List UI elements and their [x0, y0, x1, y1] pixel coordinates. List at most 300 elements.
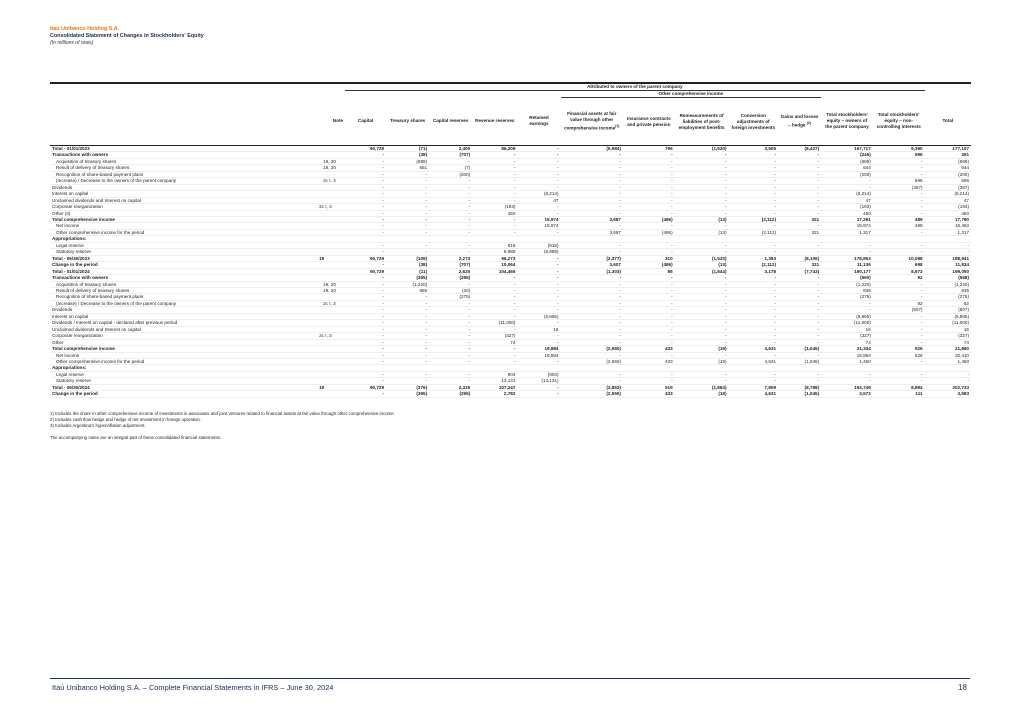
row-value: - [623, 333, 675, 339]
row-value: - [561, 307, 623, 313]
row-value: - [675, 378, 729, 384]
row-value: - [561, 339, 623, 345]
row-value: - [821, 178, 873, 184]
row-value: - [623, 210, 675, 216]
row-value: - [472, 352, 517, 358]
row-value: (2,377) [561, 255, 623, 261]
note-header-label: Note [332, 118, 344, 124]
unit-caption: (In millions of reais) [50, 40, 94, 46]
row-value: - [472, 326, 517, 332]
row-value: - [675, 165, 729, 171]
row-value: - [345, 275, 386, 281]
row-value: 3,572 [821, 391, 873, 397]
row-value: - [429, 210, 472, 216]
capital-reserves-header: Capital reserves [432, 118, 469, 124]
row-value: - [873, 339, 925, 345]
row-value: 10,064 [472, 262, 517, 268]
row-value: - [429, 300, 472, 306]
row-value: - [517, 255, 560, 261]
retained-earnings-header: Retained earnings [529, 115, 549, 127]
row-value: - [873, 210, 925, 216]
row-value: 188,941 [925, 255, 971, 261]
row-value: 19,884 [821, 352, 873, 358]
row-value: - [429, 313, 472, 319]
row-value: - [345, 184, 386, 190]
row-value: (275) [821, 294, 873, 300]
capital-header: Capital [357, 118, 374, 124]
row-value: - [778, 178, 821, 184]
row-value: - [821, 378, 873, 384]
treasury-header: Treasury shares [389, 118, 426, 124]
row-value: - [561, 294, 623, 300]
row-value: 835 [821, 287, 873, 293]
row-value: (568) [925, 275, 971, 281]
row-value: - [561, 287, 623, 293]
conversion-header: Conversion adjustments of foreign investments [731, 112, 776, 130]
row-value: - [517, 229, 560, 235]
footer-text: Itaú Unibanco Holding S.A. – Complete Financial Statements in IFRS – June 30, 2024 [52, 683, 334, 692]
row-value: - [561, 178, 623, 184]
attributed-group-header: Attributed to owners of the parent company [345, 83, 924, 91]
row-value: 17,780 [925, 216, 971, 222]
row-value: - [345, 281, 386, 287]
row-value: (11,000) [925, 320, 971, 326]
row-note: 2c I, 3 [317, 333, 345, 339]
row-value: - [623, 320, 675, 326]
row-value: 16,463 [925, 223, 971, 229]
row-value: - [623, 178, 675, 184]
row-value: - [778, 223, 821, 229]
row-value: (11) [386, 268, 429, 274]
row-value: - [729, 371, 779, 377]
row-label: Total comprehensive income [50, 216, 317, 222]
row-value: - [675, 197, 729, 203]
row-value: 74 [821, 339, 873, 345]
row-value: - [778, 313, 821, 319]
row-value: - [429, 229, 472, 235]
row-value: - [675, 313, 729, 319]
row-value: - [429, 307, 472, 313]
row-label: Corporate reorganization [50, 333, 317, 339]
total-parent-header: Total stockholders' equity – owners of the parent company [825, 112, 869, 130]
row-value: - [675, 294, 729, 300]
row-value: 321 [778, 216, 821, 222]
row-value: (365) [386, 391, 429, 397]
row-value: - [345, 339, 386, 345]
row-value: (8,427) [778, 146, 821, 152]
row-value: - [561, 320, 623, 326]
row-label: Unclaimed dividends and Interest on capital [50, 326, 317, 332]
row-value: - [386, 294, 429, 300]
row-value: - [345, 287, 386, 293]
row-value: - [623, 307, 675, 313]
row-value: - [345, 326, 386, 332]
row-value: 855 [386, 287, 429, 293]
row-value: - [623, 223, 675, 229]
row-value: 321 [778, 262, 821, 268]
row-value: - [472, 294, 517, 300]
row-value: - [517, 262, 560, 268]
row-value: - [429, 178, 472, 184]
row-value: 596 [925, 178, 971, 184]
row-value: - [472, 152, 517, 158]
row-value: (387) [925, 184, 971, 190]
document-header [50, 26, 204, 47]
row-value: - [472, 158, 517, 164]
row-value: 835 [925, 287, 971, 293]
row-value: - [729, 294, 779, 300]
row-value: (13,131) [517, 378, 560, 384]
row-value: (200) [429, 171, 472, 177]
row-value: - [873, 249, 925, 255]
row-value: - [623, 152, 675, 158]
row-value: - [675, 210, 729, 216]
row-value: (8,106) [778, 255, 821, 261]
row-value: - [429, 358, 472, 364]
row-value: - [675, 178, 729, 184]
row-value: - [561, 333, 623, 339]
row-value: - [345, 346, 386, 352]
row-value: - [729, 242, 779, 248]
row-value: - [345, 204, 386, 210]
row-value: (11,000) [472, 320, 517, 326]
row-value: - [778, 197, 821, 203]
row-value: - [925, 378, 971, 384]
row-value: (904) [517, 371, 560, 377]
row-value: - [623, 171, 675, 177]
row-value: 519 [623, 384, 675, 390]
row-value: - [873, 294, 925, 300]
row-note: 2c I, 3 [317, 300, 345, 306]
row-value: - [386, 326, 429, 332]
row-value: - [675, 184, 729, 190]
row-value: (245) [821, 152, 873, 158]
row-value: 11,834 [925, 262, 971, 268]
row-value: - [386, 184, 429, 190]
row-value: - [517, 300, 560, 306]
row-value: - [821, 300, 873, 306]
row-value: (38) [386, 152, 429, 158]
row-value: - [386, 358, 429, 364]
row-value: - [345, 158, 386, 164]
row-value: - [561, 326, 623, 332]
row-value: 11,136 [821, 262, 873, 268]
row-value: 351 [925, 152, 971, 158]
row-value: - [729, 307, 779, 313]
row-value: (6,214) [925, 191, 971, 197]
row-value: - [873, 320, 925, 326]
row-value: (193) [472, 204, 517, 210]
row-label: Legal reserve [50, 242, 317, 248]
row-value: - [729, 191, 779, 197]
fin-assets-footnote: (1) [615, 124, 620, 129]
statement-rows [50, 146, 971, 398]
row-value: 21,860 [925, 346, 971, 352]
row-value: 104,465 [472, 268, 517, 274]
row-value: - [729, 352, 779, 358]
row-value: - [778, 165, 821, 171]
row-value: 167,717 [821, 146, 873, 152]
row-label: Transactions with owners [50, 152, 317, 158]
row-value: (707) [429, 262, 472, 268]
row-value: (507) [925, 307, 971, 313]
row-value: - [345, 197, 386, 203]
row-value: - [675, 326, 729, 332]
row-value: - [623, 294, 675, 300]
row-label: Interest on capital [50, 313, 317, 319]
row-label: (Increase) / Decrease to the owners of the parent company [50, 300, 317, 306]
row-value: - [429, 216, 472, 222]
row-value: (2,550) [561, 358, 623, 364]
row-value: 190,177 [821, 268, 873, 274]
row-value: - [472, 275, 517, 281]
row-value: (1,045) [778, 391, 821, 397]
row-value: - [472, 307, 517, 313]
row-value: - [561, 371, 623, 377]
row-value: 433 [623, 358, 675, 364]
row-value: - [821, 242, 873, 248]
row-value: 8,989 [472, 249, 517, 255]
row-value: - [386, 313, 429, 319]
row-value: - [729, 281, 779, 287]
row-value: - [778, 371, 821, 377]
row-value: - [821, 371, 873, 377]
row-value: 596 [873, 152, 925, 158]
row-value: - [429, 249, 472, 255]
row-label: Corporate reorganization [50, 204, 317, 210]
row-value: 596 [873, 178, 925, 184]
row-label: Legal reserve [50, 371, 317, 377]
row-value: 20,410 [925, 352, 971, 358]
row-value: - [517, 307, 560, 313]
row-value: - [623, 204, 675, 210]
row-value: - [623, 371, 675, 377]
closing-note: The accompanying notes are an integral part of these consolidated financial statements. [50, 435, 222, 440]
row-value: - [873, 229, 925, 235]
row-note: 2c I, 3 [317, 204, 345, 210]
row-value: - [345, 191, 386, 197]
row-value: - [345, 229, 386, 235]
row-value: - [729, 326, 779, 332]
row-value: - [429, 378, 472, 384]
row-value: - [517, 210, 560, 216]
row-label: Total comprehensive income [50, 346, 317, 352]
row-value: - [386, 216, 429, 222]
row-value: 178,853 [821, 255, 873, 261]
row-value: - [561, 352, 623, 358]
row-value: 16 [925, 326, 971, 332]
row-value: 1,317 [925, 229, 971, 235]
table-row [50, 391, 971, 397]
row-value: 698 [873, 262, 925, 268]
row-value: - [429, 339, 472, 345]
row-value: - [729, 223, 779, 229]
row-value: - [675, 275, 729, 281]
row-value: 433 [623, 391, 675, 397]
row-value: - [517, 281, 560, 287]
row-value: - [561, 223, 623, 229]
row-value: 489 [873, 216, 925, 222]
row-value: 202,733 [925, 384, 971, 390]
row-value: 433 [623, 346, 675, 352]
row-value: - [778, 171, 821, 177]
row-value: - [729, 249, 779, 255]
row-value: - [561, 281, 623, 287]
row-value: - [778, 184, 821, 190]
row-value: (11,000) [821, 320, 873, 326]
row-value: - [873, 242, 925, 248]
row-value: - [675, 281, 729, 287]
row-note: 19, 20 [317, 287, 345, 293]
row-value: 86,209 [472, 146, 517, 152]
row-value: (2,550) [561, 391, 623, 397]
row-value: - [472, 191, 517, 197]
row-value: (387) [873, 184, 925, 190]
row-value: - [517, 358, 560, 364]
row-value: (5,865) [925, 313, 971, 319]
row-value: 4,631 [729, 358, 779, 364]
row-value: (5,865) [517, 313, 560, 319]
row-value: - [675, 249, 729, 255]
row-value: - [729, 313, 779, 319]
row-value: (1,533) [675, 255, 729, 261]
row-value: - [386, 352, 429, 358]
row-value: - [386, 191, 429, 197]
row-value: - [778, 204, 821, 210]
row-value: - [623, 378, 675, 384]
row-value: - [386, 339, 429, 345]
row-label: Dividends [50, 307, 317, 313]
row-value: - [561, 242, 623, 248]
row-value: - [778, 320, 821, 326]
row-value: - [729, 158, 779, 164]
row-value: - [345, 313, 386, 319]
row-value: (1,045) [778, 346, 821, 352]
row-value: - [345, 378, 386, 384]
row-value: - [517, 178, 560, 184]
row-value: (486) [623, 229, 675, 235]
row-value: (1,520) [675, 146, 729, 152]
row-value: - [729, 178, 779, 184]
row-value: 17,291 [821, 216, 873, 222]
row-value: - [517, 146, 560, 152]
row-value: - [623, 158, 675, 164]
row-value: (507) [873, 307, 925, 313]
row-value: - [429, 352, 472, 358]
row-label: Change in the period [50, 262, 317, 268]
row-value: 818 [472, 242, 517, 248]
row-value: - [675, 242, 729, 248]
row-label: Other [50, 339, 317, 345]
row-value: 1,317 [821, 229, 873, 235]
row-value: (365) [386, 275, 429, 281]
row-value: (1,844) [675, 268, 729, 274]
row-value: - [675, 204, 729, 210]
row-value: - [386, 320, 429, 326]
row-value: - [623, 300, 675, 306]
row-value: 2,273 [429, 255, 472, 261]
row-value: 15,974 [517, 223, 560, 229]
row-value: - [873, 333, 925, 339]
row-value: (689) [386, 158, 429, 164]
row-value: - [675, 152, 729, 158]
row-label: Unclaimed dividends and Interest on capital [50, 197, 317, 203]
row-value: (1,220) [821, 281, 873, 287]
row-value: - [345, 320, 386, 326]
row-value: 47 [821, 197, 873, 203]
row-value: (376) [386, 384, 429, 390]
row-value: - [623, 287, 675, 293]
footnotes [50, 411, 395, 441]
row-value: - [778, 333, 821, 339]
row-value: - [623, 352, 675, 358]
row-label: Appropriations: [50, 236, 317, 242]
row-value: (275) [925, 294, 971, 300]
row-value: (327) [472, 333, 517, 339]
row-value: 450 [472, 210, 517, 216]
row-value: - [778, 378, 821, 384]
page-number: 18 [958, 683, 967, 692]
row-value: (71) [386, 146, 429, 152]
row-value: (20) [429, 287, 472, 293]
row-label: Other (3) [50, 210, 317, 216]
row-value: (38) [386, 262, 429, 268]
row-value: - [623, 326, 675, 332]
row-value: - [517, 294, 560, 300]
row-value: 526 [873, 352, 925, 358]
row-value: - [345, 216, 386, 222]
row-label: Result of delivery of treasury shares [50, 165, 317, 171]
row-value: (13) [675, 262, 729, 268]
row-value: - [561, 152, 623, 158]
row-value: - [873, 313, 925, 319]
row-value: (193) [821, 204, 873, 210]
row-value: - [623, 242, 675, 248]
row-value: - [561, 313, 623, 319]
row-value: 199,050 [925, 268, 971, 274]
row-label: Dividends / Interest on capital - declared after previous period [50, 320, 317, 326]
oci-group-header: Other comprehensive income [561, 91, 822, 98]
row-value: - [873, 358, 925, 364]
row-value: - [386, 229, 429, 235]
row-value: - [345, 249, 386, 255]
row-value: - [517, 287, 560, 293]
row-value: 92 [873, 300, 925, 306]
row-value: - [561, 204, 623, 210]
row-value: - [386, 346, 429, 352]
row-value: (200) [925, 171, 971, 177]
row-value: - [729, 333, 779, 339]
row-note: 19, 20 [317, 165, 345, 171]
row-value: - [623, 191, 675, 197]
row-value: 3,178 [729, 268, 779, 274]
row-value: 8,984 [873, 384, 925, 390]
row-value: - [472, 313, 517, 319]
row-value: - [345, 165, 386, 171]
row-value: (109) [386, 255, 429, 261]
row-label: Total - 01/01/2024 [50, 268, 317, 274]
row-value: (200) [821, 171, 873, 177]
row-value: - [925, 242, 971, 248]
row-value: - [517, 204, 560, 210]
row-note [317, 391, 345, 397]
row-value: 90,729 [345, 255, 386, 261]
row-value: - [517, 275, 560, 281]
row-value: 651 [386, 165, 429, 171]
row-value: 3,505 [729, 146, 779, 152]
row-label: Result of delivery of treasury shares [50, 287, 317, 293]
row-value: - [729, 184, 779, 190]
